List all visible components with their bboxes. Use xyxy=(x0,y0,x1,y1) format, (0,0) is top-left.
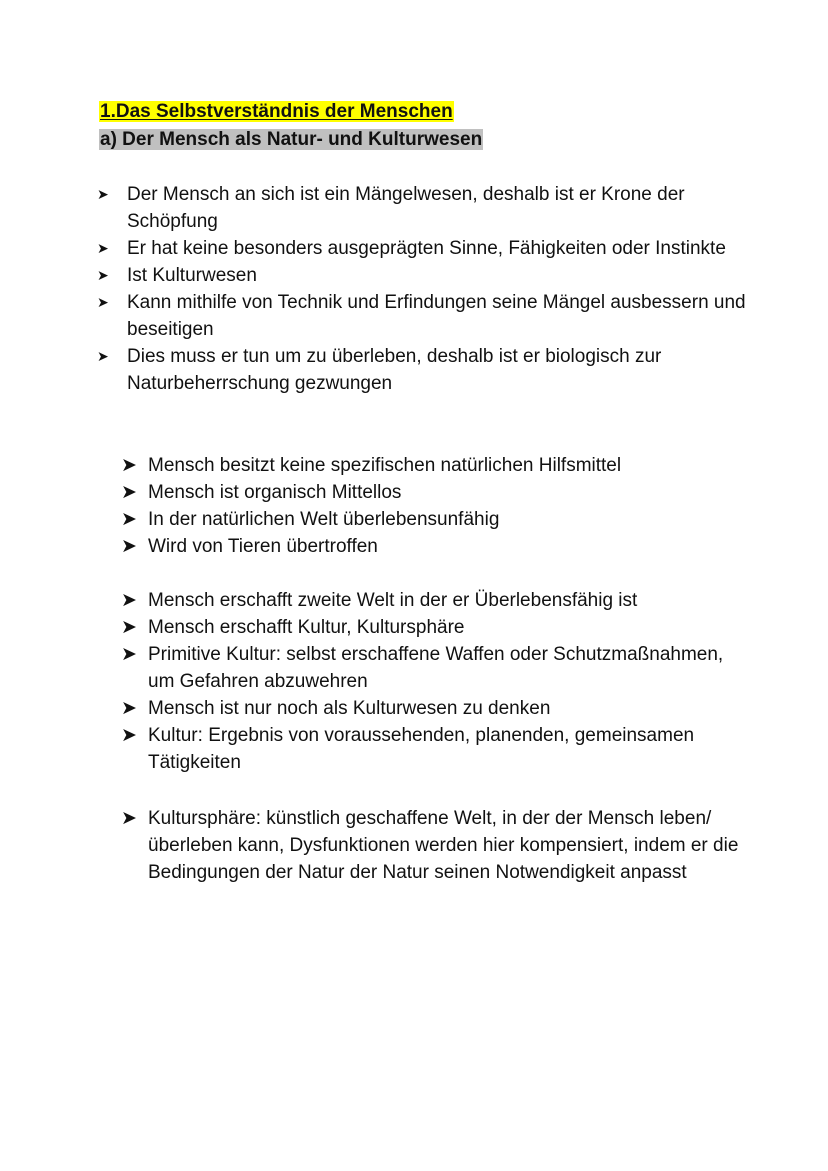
arrowhead-bullet-icon: ➤ xyxy=(97,186,109,202)
list-item-text: Kann mithilfe von Technik und Erfindungen seine Mängel ausbessern und beseitigen xyxy=(127,292,746,340)
list-item xyxy=(97,262,747,289)
list-item-text: Ist Kulturwesen xyxy=(127,265,257,286)
list-item xyxy=(121,533,748,560)
culture-sphere-bullet-list xyxy=(121,805,748,886)
list-item xyxy=(121,695,748,722)
list-item-text: Mensch erschafft zweite Welt in der er Überlebensfähig ist xyxy=(148,590,638,611)
deficits-bullet-list xyxy=(121,452,748,560)
culture-bullet-list xyxy=(121,587,748,776)
list-item-text: Mensch besitzt keine spezifischen natürlichen Hilfsmittel xyxy=(148,455,622,476)
main-bullet-list xyxy=(97,181,747,397)
list-item xyxy=(97,343,747,397)
list-item-text: Wird von Tieren übertroffen xyxy=(148,536,378,557)
list-item-text: Kultursphäre: künstlich geschaffene Welt, in der der Mensch leben/ überleben kann, Dysfunktionen werden hier kompensiert, indem er die Bedingungen der Natur der Natur seinen Notwendigkeit anpasst xyxy=(148,808,739,883)
list-item-text: In der natürlichen Welt überlebensunfähig xyxy=(148,509,500,530)
subsection-heading xyxy=(99,128,483,152)
list-item-text: Er hat keine besonders ausgeprägten Sinne, Fähigkeiten oder Instinkte xyxy=(127,238,726,259)
arrowhead-bullet-icon: ➤ xyxy=(121,536,137,557)
arrowhead-bullet-icon: ➤ xyxy=(121,644,137,665)
list-item xyxy=(121,479,748,506)
subsection-title: a) Der Mensch als Natur- und Kulturwesen xyxy=(100,129,483,150)
list-item-text: Mensch erschafft Kultur, Kultursphäre xyxy=(148,617,465,638)
list-item-text: Primitive Kultur: selbst erschaffene Waffen oder Schutzmaßnahmen, um Gefahren abzuwehren xyxy=(148,644,724,692)
list-item-text: Kultur: Ergebnis von voraussehenden, planenden, gemeinsamen Tätigkeiten xyxy=(148,725,695,773)
list-item xyxy=(121,506,748,533)
list-item xyxy=(121,641,748,695)
list-item xyxy=(97,181,747,235)
list-item xyxy=(121,452,748,479)
arrowhead-bullet-icon: ➤ xyxy=(97,294,109,310)
list-item xyxy=(121,587,748,614)
arrowhead-bullet-icon: ➤ xyxy=(121,455,137,476)
list-item-text: Mensch ist nur noch als Kulturwesen zu denken xyxy=(148,698,551,719)
section-title: 1.Das Selbstverständnis der Menschen xyxy=(100,101,453,122)
list-item xyxy=(121,805,748,886)
list-item xyxy=(121,614,748,641)
arrowhead-bullet-icon: ➤ xyxy=(121,698,137,719)
arrowhead-bullet-icon: ➤ xyxy=(121,617,137,638)
arrowhead-bullet-icon: ➤ xyxy=(121,808,137,829)
list-item-text: Mensch ist organisch Mittellos xyxy=(148,482,402,503)
arrowhead-bullet-icon: ➤ xyxy=(121,725,137,746)
arrowhead-bullet-icon: ➤ xyxy=(97,240,109,256)
arrowhead-bullet-icon: ➤ xyxy=(97,267,109,283)
list-item xyxy=(97,289,747,343)
arrowhead-bullet-icon: ➤ xyxy=(97,348,109,364)
list-item xyxy=(121,722,748,776)
arrowhead-bullet-icon: ➤ xyxy=(121,482,137,503)
list-item-text: Der Mensch an sich ist ein Mängelwesen, deshalb ist er Krone der Schöpfung xyxy=(127,184,685,232)
list-item-text: Dies muss er tun um zu überleben, deshalb ist er biologisch zur Naturbeherrschung gezwungen xyxy=(127,346,662,394)
arrowhead-bullet-icon: ➤ xyxy=(121,590,137,611)
arrowhead-bullet-icon: ➤ xyxy=(121,509,137,530)
section-heading xyxy=(99,100,454,124)
list-item xyxy=(97,235,747,262)
